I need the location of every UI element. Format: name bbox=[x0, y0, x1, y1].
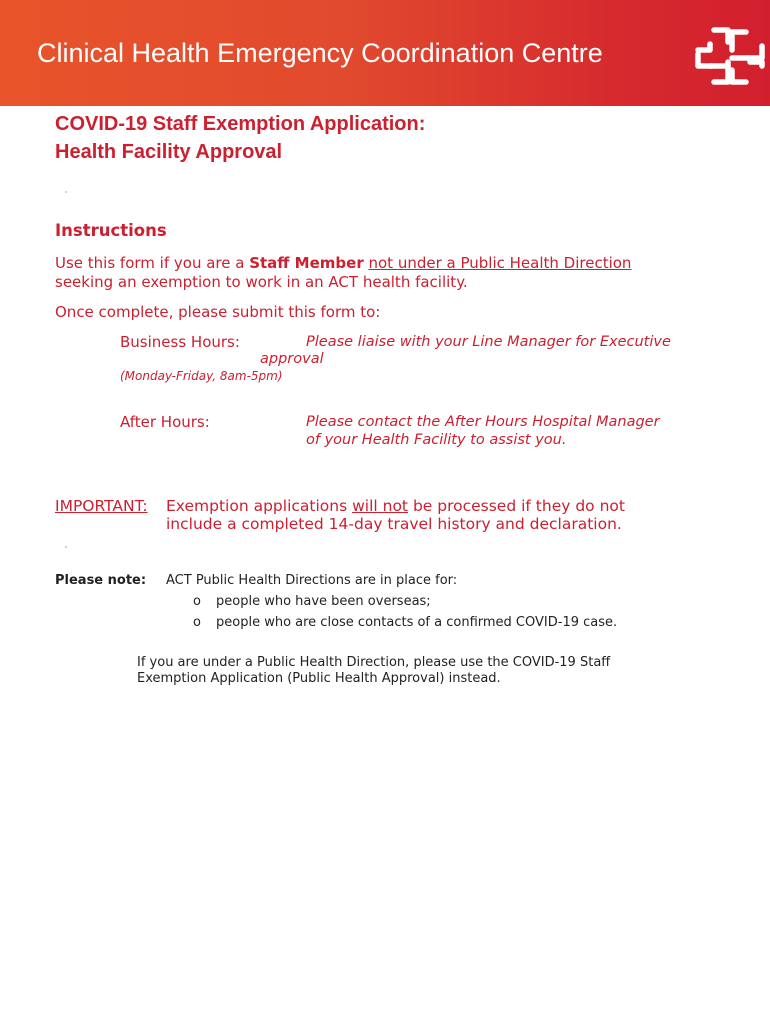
header-title: Clinical Health Emergency Coordination Centre bbox=[37, 38, 603, 68]
please-note-label: Please note: bbox=[55, 573, 147, 588]
please-note-item-1: people who have been overseas; bbox=[216, 594, 431, 609]
divider-mark bbox=[65, 191, 67, 193]
after-hours-text-1: Please contact the After Hours Hospital Manager bbox=[306, 414, 660, 430]
instructions-line-2: seeking an exemption to work in an ACT health facility. bbox=[55, 273, 468, 291]
bullet-marker: o bbox=[193, 594, 201, 609]
important-text-1a: Exemption applications bbox=[166, 497, 353, 515]
form-title-line-2: Health Facility Approval bbox=[55, 141, 283, 163]
footer-note-line-2: Exemption Application (Public Health Approval) instead. bbox=[137, 671, 501, 686]
instructions-heading: Instructions bbox=[55, 221, 167, 240]
important-text-1b: be processed if they do not bbox=[408, 497, 625, 515]
instructions-line-1 bbox=[55, 254, 631, 273]
form-title-line-1: COVID-19 Staff Exemption Application: bbox=[55, 113, 426, 135]
divider-mark bbox=[65, 546, 67, 548]
form-title bbox=[55, 110, 425, 166]
important-will-not: will not bbox=[352, 497, 409, 515]
business-hours-sub: (Monday-Friday, 8am-5pm) bbox=[120, 369, 283, 383]
important-label: IMPORTANT: bbox=[55, 497, 148, 515]
instructions-paragraph-2: Once complete, please submit this form to: bbox=[55, 303, 381, 321]
business-hours-text-2: approval bbox=[260, 351, 324, 367]
after-hours-label: After Hours: bbox=[120, 413, 210, 431]
after-hours-text-2: of your Health Facility to assist you. bbox=[306, 432, 567, 448]
footer-note-line-1: If you are under a Public Health Direction, please use the COVID-19 Staff bbox=[137, 655, 611, 670]
header-banner bbox=[0, 0, 770, 106]
important-text-2: include a completed 14-day travel history and declaration. bbox=[166, 515, 622, 533]
business-hours-label: Business Hours: bbox=[120, 333, 240, 351]
p1-underline: not under a Public Health Direction bbox=[368, 254, 632, 272]
please-note-text: ACT Public Health Directions are in place for: bbox=[166, 573, 458, 588]
cross-logo-icon bbox=[692, 22, 768, 90]
bullet-marker: o bbox=[193, 615, 201, 630]
instructions-paragraph-1 bbox=[55, 254, 631, 292]
p1-text: Use this form if you are a bbox=[55, 254, 250, 272]
p1-bold: Staff Member bbox=[249, 254, 364, 272]
please-note-item-2: people who are close contacts of a confirmed COVID-19 case. bbox=[216, 615, 618, 630]
business-hours-text-1: Please liaise with your Line Manager for Executive bbox=[306, 334, 671, 350]
important-text-1 bbox=[166, 497, 625, 515]
